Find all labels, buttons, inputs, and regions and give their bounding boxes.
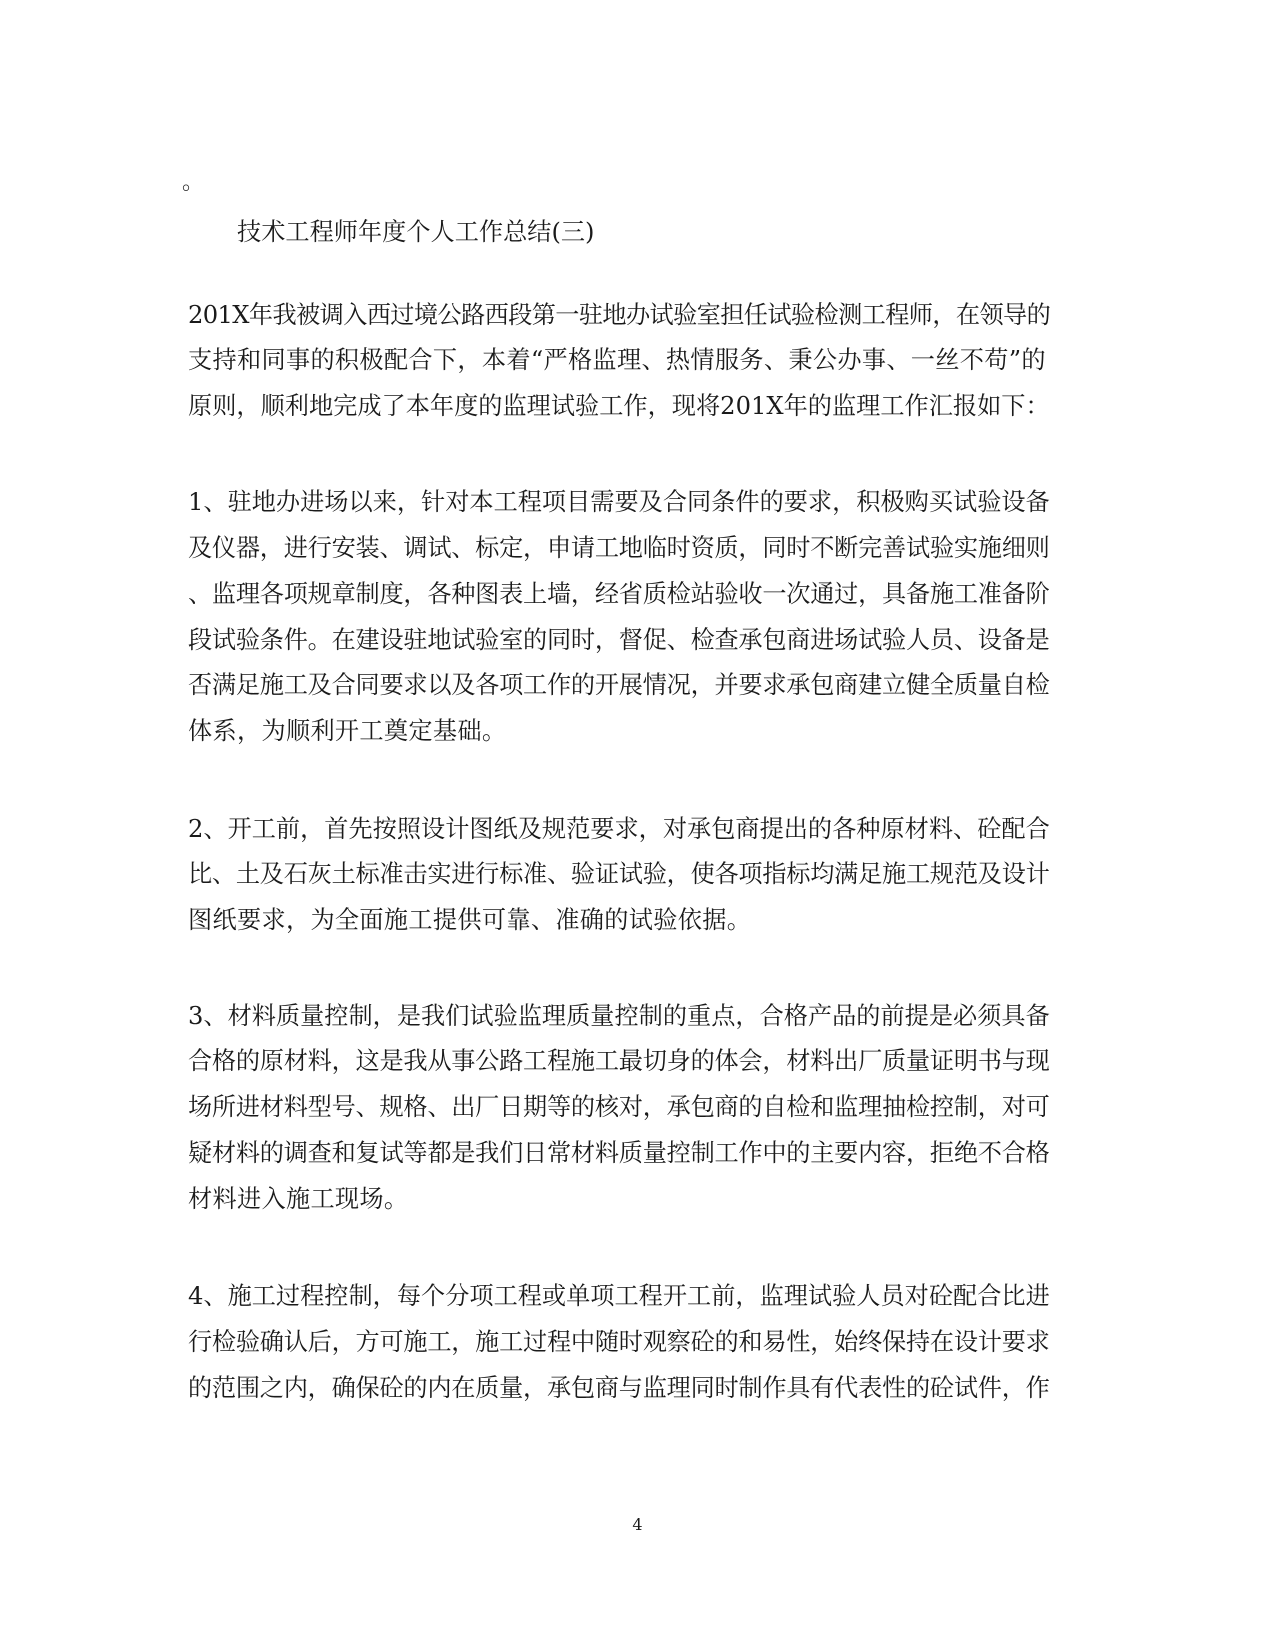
paragraph-line: 疑材料的调查和复试等都是我们日常材料质量控制工作中的主要内容，拒绝不合格 (188, 1139, 1050, 1167)
paragraph-line: 及仪器，进行安装、调试、标定，申请工地临时资质，同时不断完善试验实施细则 (188, 534, 1050, 562)
paragraph-line: 201X年我被调入西过境公路西段第一驻地办试验室担任试验检测工程师，在领导的 (188, 301, 1051, 329)
paragraph-line: 支持和同事的积极配合下，本着“严格监理、热情服务、秉公办事、一丝不苟”的 (188, 346, 1046, 374)
document-title: 技术工程师年度个人工作总结(三) (237, 218, 595, 246)
paragraph-line: 材料进入施工现场。 (188, 1185, 409, 1213)
paragraph-line: 3、材料质量控制，是我们试验监理质量控制的重点，合格产品的前提是必须具备 (188, 1002, 1050, 1030)
paragraph-line: 场所进材料型号、规格、出厂日期等的核对，承包商的自检和监理抽检控制，对可 (188, 1093, 1050, 1121)
paragraph-line: 比、土及石灰土标准击实进行标准、验证试验，使各项指标均满足施工规范及设计 (188, 860, 1050, 888)
paragraph-line: 的范围之内，确保砼的内在质量，承包商与监理同时制作具有代表性的砼试件，作 (188, 1374, 1050, 1402)
paragraph-line: 段试验条件。在建设驻地试验室的同时，督促、检查承包商进场试验人员、设备是 (188, 626, 1050, 654)
stray-period: 。 (182, 170, 205, 195)
paragraph-line: 合格的原材料，这是我从事公路工程施工最切身的体会，材料出厂质量证明书与现 (188, 1047, 1050, 1075)
paragraph-line: 行检验确认后，方可施工，施工过程中随时观察砼的和易性，始终保持在设计要求 (188, 1328, 1050, 1356)
page-number: 4 (632, 1515, 643, 1534)
paragraph-line: 原则，顺利地完成了本年度的监理试验工作，现将201X年的监理工作汇报如下： (188, 392, 1050, 420)
paragraph-line: 、监理各项规章制度，各种图表上墙，经省质检站验收一次通过，具备施工准备阶 (188, 580, 1050, 608)
paragraph-line: 否满足施工及合同要求以及各项工作的开展情况，并要求承包商建立健全质量自检 (188, 671, 1050, 699)
paragraph-line: 体系，为顺利开工奠定基础。 (188, 717, 507, 745)
paragraph-line: 图纸要求，为全面施工提供可靠、准确的试验依据。 (188, 906, 752, 934)
paragraph-line: 1、驻地办进场以来，针对本工程项目需要及合同条件的要求，积极购买试验设备 (188, 488, 1050, 516)
paragraph-line: 2、开工前，首先按照设计图纸及规范要求，对承包商提出的各种原材料、砼配合 (188, 815, 1050, 843)
paragraph-line: 4、施工过程控制，每个分项工程或单项工程开工前，监理试验人员对砼配合比进 (188, 1282, 1050, 1310)
